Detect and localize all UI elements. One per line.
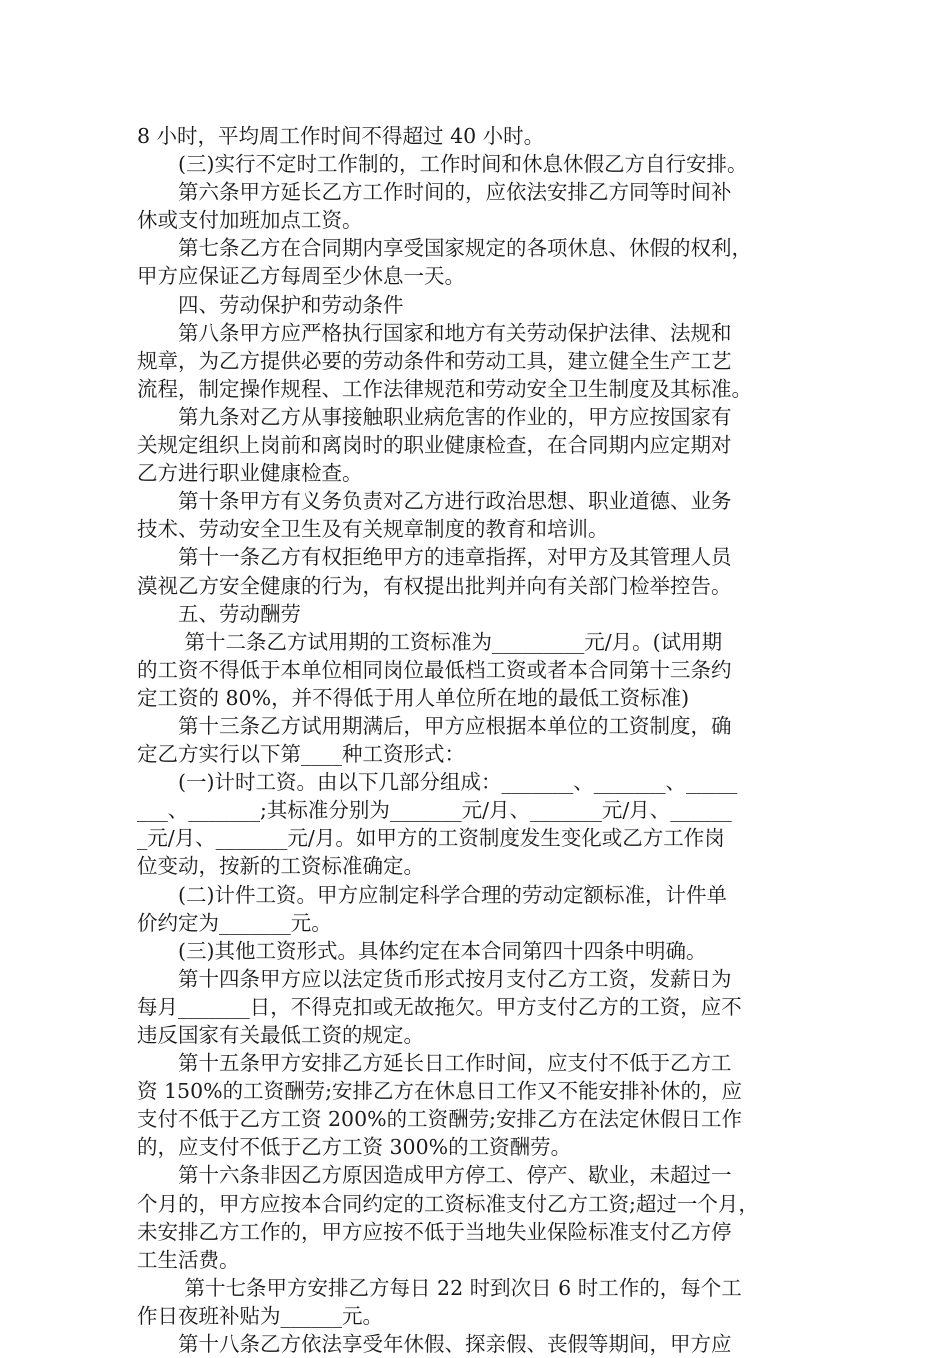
text-line: 休或支付加班加点工资。 bbox=[137, 208, 363, 233]
text-line: 的，应支付不低于乙方工资 300%的工资酬劳。 bbox=[137, 1135, 572, 1160]
text-line: 第十三条乙方试用期满后，甲方应根据本单位的工资制度，确 bbox=[137, 713, 732, 738]
text-line: 漠视乙方安全健康的行为，有权提出批判并向有关部门检举控告。 bbox=[137, 573, 732, 598]
text-line: 第九条对乙方从事接触职业病危害的作业的，甲方应按国家有 bbox=[137, 404, 732, 429]
text-line: (三)实行不定时工作制的，工作时间和休息休假乙方自行安排。 bbox=[137, 152, 748, 177]
text-line: 第八条甲方应严格执行国家和地方有关劳动保护法律、法规和 bbox=[137, 320, 732, 345]
text-line: 第十七条甲方安排乙方每日 22 时到次日 6 时工作的，每个工 bbox=[137, 1275, 742, 1300]
text-line: 位变动，按新的工资标准确定。 bbox=[137, 854, 424, 879]
text-line: 违反国家有关最低工资的规定。 bbox=[137, 1023, 424, 1047]
text-line: 定工资的 80%，并不得低于用人单位所在地的最低工资标准) bbox=[137, 685, 690, 710]
text-line: 第七条乙方在合同期内享受国家规定的各项休息、休假的权利， bbox=[137, 236, 752, 261]
section-heading: 五、劳动酬劳 bbox=[137, 601, 301, 626]
text-line: 第十二条乙方试用期的工资标准为_________元/月。(试用期 bbox=[137, 629, 723, 654]
text-line: 8 小时，平均周工作时间不得超过 40 小时。 bbox=[137, 124, 545, 148]
text-line: 第十条甲方有义务负责对乙方进行政治思想、职业道德、业务 bbox=[137, 489, 732, 514]
text-line: 价约定为_______元。 bbox=[137, 910, 332, 935]
text-line: 关规定组织上岗前和离岗时的职业健康检查，在合同期内应定期对 bbox=[137, 433, 732, 458]
text-line: 流程，制定操作规程、工作法律规范和劳动安全卫生制度及其标准。 bbox=[137, 376, 752, 401]
text-line: 技术、劳动安全卫生及有关规章制度的教育和培训。 bbox=[137, 517, 609, 542]
text-line: 规章，为乙方提供必要的劳动条件和劳动工具，建立健全生产工艺 bbox=[137, 348, 732, 373]
text-line: 工生活费。 bbox=[137, 1247, 240, 1272]
text-line: 资 150%的工资酬劳;安排乙方在休息日工作又不能安排补休的，应 bbox=[137, 1079, 743, 1104]
text-line: 个月的，甲方应按本合同约定的工资标准支付乙方工资;超过一个月， bbox=[137, 1191, 759, 1216]
text-line: 第十八条乙方依法享受年休假、探亲假、丧假等期间，甲方应 bbox=[137, 1332, 732, 1357]
text-line: (一)计时工资。由以下几部分组成：_______、_______、_____ bbox=[137, 770, 738, 795]
text-line: 乙方进行职业健康检查。 bbox=[137, 461, 363, 486]
text-line: 第十四条甲方应以法定货币形式按月支付乙方工资，发薪日为 bbox=[137, 966, 732, 991]
text-line: 甲方应保证乙方每周至少休息一天。 bbox=[137, 264, 465, 289]
section-heading: 四、劳动保护和劳动条件 bbox=[137, 292, 404, 317]
text-line: 第十一条乙方有权拒绝甲方的违章指挥，对甲方及其管理人员 bbox=[137, 545, 732, 570]
text-line: 每月_______日，不得克扣或无故拖欠。甲方支付乙方的工资，应不 bbox=[137, 994, 742, 1019]
text-line: 第十五条甲方安排乙方延长日工作时间，应支付不低于乙方工 bbox=[137, 1051, 732, 1076]
text-line: 定乙方实行以下第____种工资形式： bbox=[137, 742, 465, 767]
text-line: 未安排乙方工作的，甲方应按不低于当地失业保险标准支付乙方停 bbox=[137, 1219, 732, 1244]
text-line: 的工资不得低于本单位相同岗位最低档工资或者本合同第十三条约 bbox=[137, 657, 732, 682]
text-line: 支付不低于乙方工资 200%的工资酬劳;安排乙方在法定休假日工作 bbox=[137, 1107, 743, 1132]
text-line: _元/月、_______元/月。如甲方的工资制度发生变化或乙方工作岗 bbox=[137, 826, 725, 851]
text-line: ___、_______;其标准分别为_______元/月、_______元/月、______ bbox=[137, 798, 732, 823]
document-body bbox=[137, 122, 812, 1358]
text-line: 第十六条非因乙方原因造成甲方停工、停产、歇业，未超过一 bbox=[137, 1163, 732, 1188]
text-line: 作日夜班补贴为______元。 bbox=[137, 1303, 383, 1328]
text-line: (三)其他工资形式。具体约定在本合同第四十四条中明确。 bbox=[137, 938, 707, 963]
text-line: (二)计件工资。甲方应制定科学合理的劳动定额标准，计件单 bbox=[137, 882, 727, 907]
text-line: 第六条甲方延长乙方工作时间的，应依法安排乙方同等时间补 bbox=[137, 180, 732, 205]
